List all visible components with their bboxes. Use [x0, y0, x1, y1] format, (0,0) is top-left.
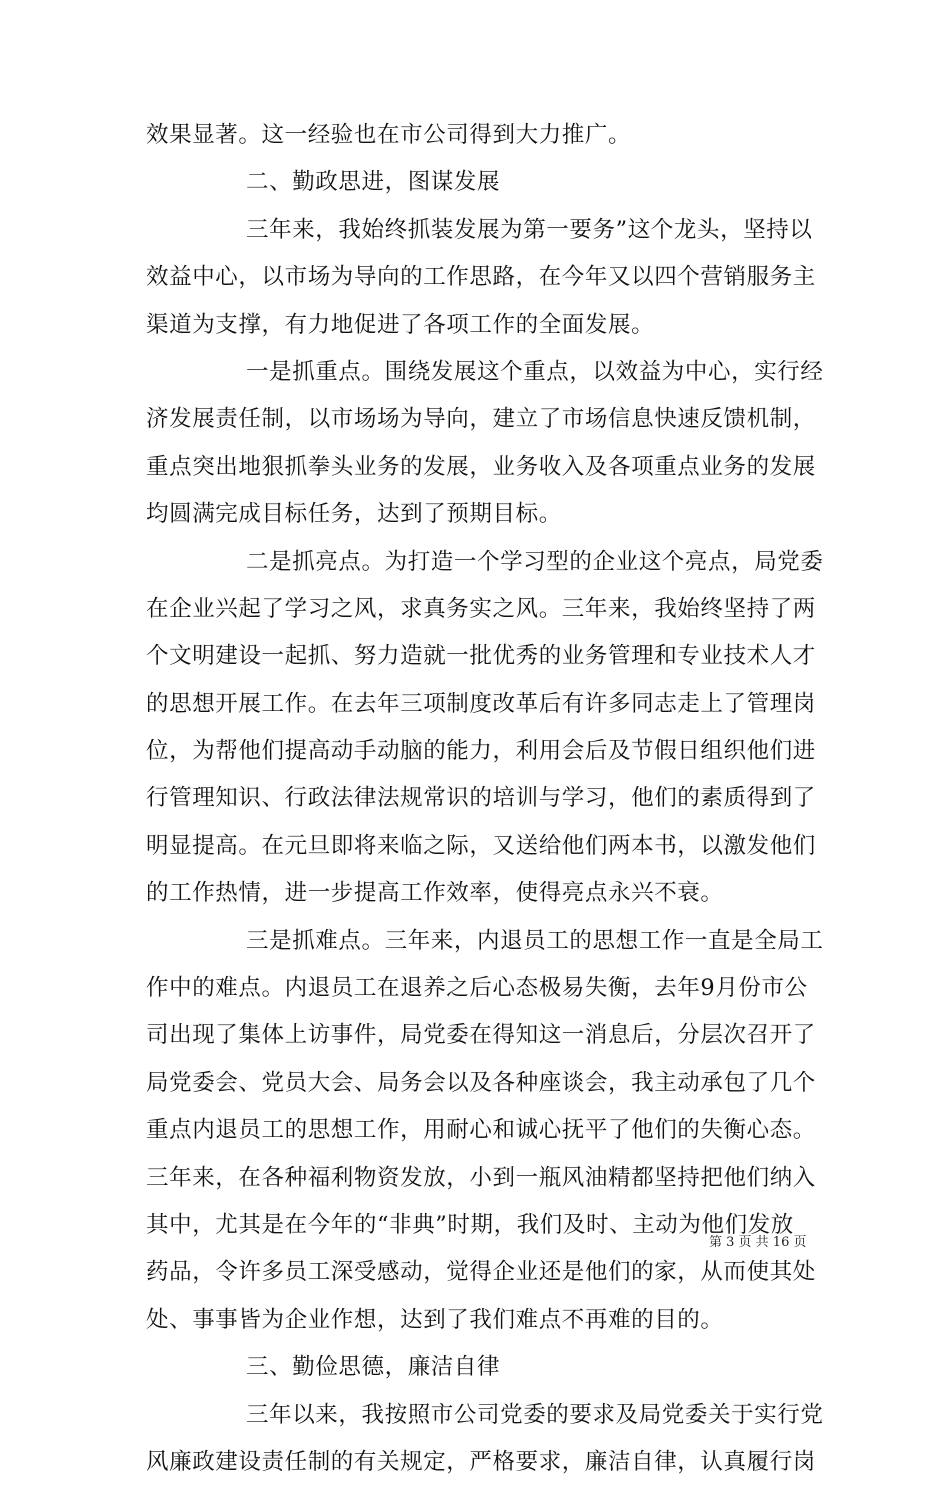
text-line: 二是抓亮点。为打造一个学习型的企业这个亮点，局党委: [246, 548, 824, 575]
document-body: [146, 112, 824, 1486]
text-line: 均圆满完成目标任务，达到了预期目标。: [146, 501, 562, 528]
text-line: 三年来，我始终抓装发展为第一要务”这个龙头，坚持以: [246, 216, 813, 243]
text-line: 重点突出地狠抓拳头业务的发展，业务收入及各项重点业务的发展: [146, 453, 816, 480]
text-line: 风廉政建设责任制的有关规定，严格要求，廉洁自律，认真履行岗: [146, 1448, 816, 1475]
text-line: 其中，尤其是在今年的“非典”时期，我们及时、主动为他们发放: [146, 1211, 794, 1238]
text-line: 一是抓重点。围绕发展这个重点，以效益为中心，实行经: [246, 358, 824, 385]
text-line: 司出现了集体上访事件，局党委在得知这一消息后，分层次召开了: [146, 1022, 816, 1049]
text-line: 个文明建设一起抓、努力造就一批优秀的业务管理和专业技术人才: [146, 643, 816, 670]
text-line: 效果显著。这一经验也在市公司得到大力推广。: [146, 122, 632, 148]
text-line: 济发展责任制，以市场场为导向，建立了市场信息快速反馈机制，: [146, 406, 816, 433]
section-heading: 二、勤政思进，图谋发展: [246, 169, 501, 196]
text-line: 三年以来，我按照市公司党委的要求及局党委关于实行党: [246, 1401, 824, 1428]
text-line: 效益中心，以市场为导向的工作思路，在今年又以四个营销服务主: [146, 264, 816, 291]
text-line: 局党委会、党员大会、局务会以及各种座谈会，我主动承包了几个: [146, 1069, 816, 1096]
section-heading: 三、勤俭思德，廉洁自律: [246, 1354, 501, 1381]
page-number: 第 3 页 共 16 页: [709, 1235, 807, 1250]
text-line: 的工作热情，进一步提高工作效率，使得亮点永兴不衰。: [146, 880, 724, 907]
text-line: 位，为帮他们提高动手动脑的能力，利用会后及节假日组织他们进: [146, 738, 816, 765]
text-line: 三是抓难点。三年来，内退员工的思想工作一直是全局工: [246, 927, 824, 954]
text-line: 重点内退员工的思想工作，用耐心和诚心抚平了他们的失衡心态。: [146, 1117, 816, 1144]
text-line: 三年来，在各种福利物资发放，小到一瓶风油精都坚持把他们纳入: [146, 1164, 816, 1191]
text-line: 渠道为支撑，有力地促进了各项工作的全面发展。: [146, 311, 655, 338]
text-line: 药品，令许多员工深受感动，觉得企业还是他们的家，从而使其处: [146, 1259, 816, 1286]
text-line: 作中的难点。内退员工在退养之后心态极易失衡，去年9月份市公: [146, 975, 808, 1002]
text-line: 的思想开展工作。在去年三项制度改革后有许多同志走上了管理岗: [146, 690, 816, 717]
text-line: 行管理知识、行政法律法规常识的培训与学习，他们的素质得到了: [146, 785, 816, 812]
text-line: 明显提高。在元旦即将来临之际，又送给他们两本书，以激发他们: [146, 832, 816, 859]
text-line: 在企业兴起了学习之风，求真务实之风。三年来，我始终坚持了两: [146, 595, 816, 622]
text-line: 处、事事皆为企业作想，达到了我们难点不再难的目的。: [146, 1306, 724, 1333]
